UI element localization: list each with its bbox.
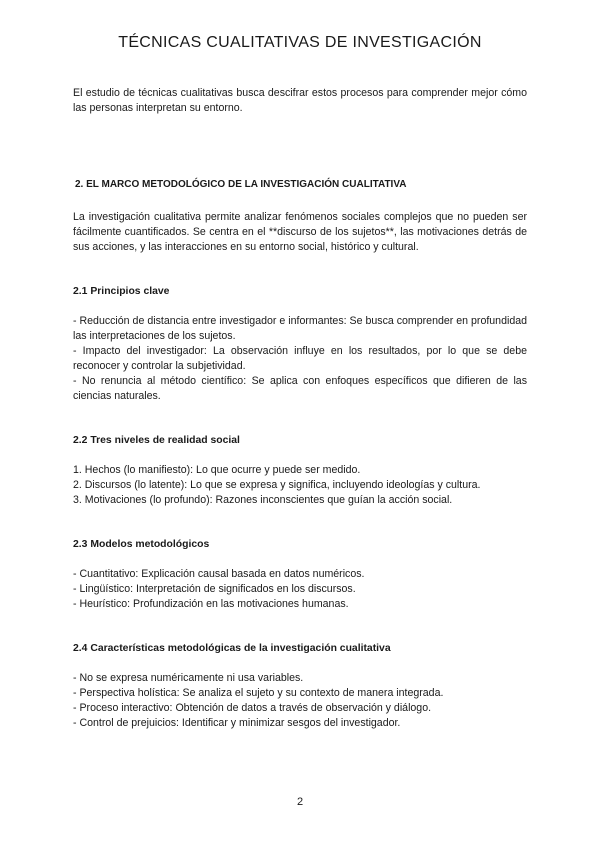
- list-item: 3. Motivaciones (lo profundo): Razones inconscientes que guían la acción social.: [73, 494, 453, 506]
- document-body: [73, 86, 527, 731]
- subsection-levels: [73, 433, 527, 508]
- list-item: - No renuncia al método científico: Se aplica con enfoques específicos que difieren de las ciencias naturales.: [73, 375, 527, 402]
- list-item: 2. Discursos (lo latente): Lo que se expresa y significa, incluyendo ideologías y cultura.: [73, 479, 481, 491]
- levels-list: [73, 463, 527, 508]
- subsection-principles: [73, 284, 527, 404]
- list-item: 1. Hechos (lo manifiesto): Lo que ocurre y puede ser medido.: [73, 464, 361, 476]
- intro-paragraph: El estudio de técnicas cualitativas busca descifrar estos procesos para comprender mejor cómo las personas interpretan su entorno.: [73, 87, 527, 114]
- page-title: TÉCNICAS CUALITATIVAS DE INVESTIGACIÓN: [118, 34, 482, 51]
- subsection-heading: 2.1 Principios clave: [73, 286, 170, 297]
- list-item: - No se expresa numéricamente ni usa variables.: [73, 672, 304, 684]
- list-item: - Cuantitativo: Explicación causal basada en datos numéricos.: [73, 568, 365, 580]
- list-item: - Control de prejuicios: Identificar y minimizar sesgos del investigador.: [73, 717, 401, 729]
- list-item: - Lingüístico: Interpretación de significados en los discursos.: [73, 583, 356, 595]
- subsection-heading: 2.2 Tres niveles de realidad social: [73, 435, 240, 446]
- subsection-heading: 2.3 Modelos metodológicos: [73, 539, 210, 550]
- section-paragraph: La investigación cualitativa permite analizar fenómenos sociales complejos que no pueden ser fácilmente cuantificados. Se centra en el **discurso de los sujetos**, las motivaciones detrás de sus acciones, y las interacciones en su entorno social, histórico y cultural.: [73, 211, 527, 253]
- list-item: - Proceso interactivo: Obtención de datos a través de observación y diálogo.: [73, 702, 432, 714]
- subsection-models: [73, 537, 527, 612]
- list-item: - Heurístico: Profundización en las motivaciones humanas.: [73, 598, 349, 610]
- principles-list: [73, 314, 527, 404]
- list-item: - Reducción de distancia entre investigador e informantes: Se busca comprender en profundidad las interpretaciones de los sujetos.: [73, 315, 527, 342]
- models-list: [73, 567, 527, 612]
- page-number: 2: [296, 796, 304, 808]
- characteristics-list: [73, 671, 527, 731]
- list-item: - Perspectiva holística: Se analiza el sujeto y su contexto de manera integrada.: [73, 687, 444, 699]
- section-heading: 2. EL MARCO METODOLÓGICO DE LA INVESTIGACIÓN CUALITATIVA: [75, 179, 407, 190]
- subsection-characteristics: [73, 641, 527, 731]
- subsection-heading: 2.4 Características metodológicas de la investigación cualitativa: [73, 643, 391, 654]
- list-item: - Impacto del investigador: La observación influye en los resultados, por lo que se debe reconocer y controlar la subjetividad.: [73, 345, 527, 372]
